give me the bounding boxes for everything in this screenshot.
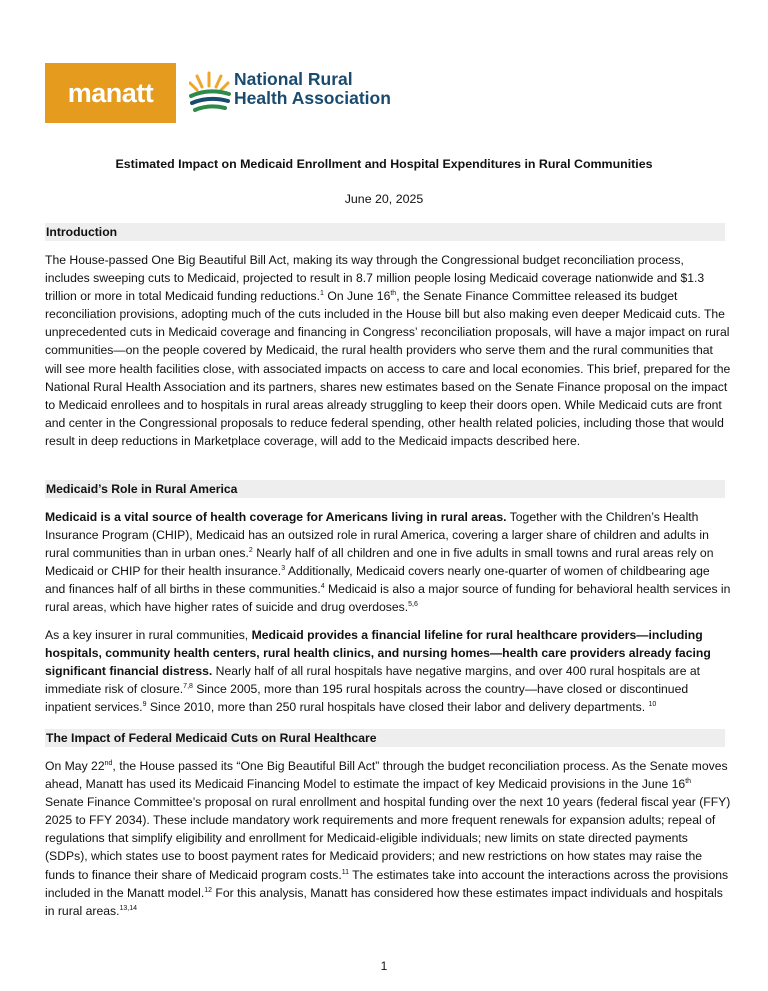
text-run: Since 2010, more than 250 rural hospitals have closed their labor and delivery departments. <box>146 700 649 715</box>
section-heading-medicaid-role: Medicaid’s Role in Rural America <box>45 480 725 498</box>
text-run: Additionally, Medicaid covers nearly one-quarter of women of childbearing age and finances half of all births in these communities. <box>45 564 710 597</box>
manatt-logo <box>45 63 176 123</box>
text-run: , the Senate Finance Committee released its budget reconciliation provisions, adopting much of the cuts included in the House bill but also making even deeper Medicaid cuts. The unprecedented cuts in Medicaid coverage and financing in Congress’ reconciliation proposals, will have a major impact on rural communities—on the people covered by Medicaid, the rural health providers who serve them and the rural communities that will see more health facilities close, with associated impacts on access to care and local economies. This brief, prepared for the National Rural Health Association and its partners, shares new estimates based on the Senate Finance proposal on the impact to Medicaid enrollees and to hospitals in rural areas already struggling to keep their doors open. While Medicaid cuts are front and center in the Congressional proposals to reduce federal spending, other health related policies, including those that would result in deep reductions in Marketplace coverage, will add to the Medicaid impacts described here. <box>45 289 731 448</box>
ordinal-suffix: nd <box>104 759 113 767</box>
text-run: , the House passed its “One Big Beautiful Bill Act” through the budget reconciliation process. As the Senate moves ahead, Manatt has used its Medicaid Financing Model to estimate the impact of key Medicaid provisions in the June 16 <box>45 759 728 792</box>
page-number: 1 <box>380 959 388 973</box>
text-run: Medicaid is also a major source of funding for behavioral health services in rural areas, which have higher rates of suicide and drug overdoses. <box>45 582 731 615</box>
nrha-line-2: Health Association <box>234 88 391 108</box>
paragraph-introduction <box>45 251 731 450</box>
text-run: Nearly half of all rural hospitals have negative margins, and over 400 rural hospitals are at immediate risk of closure. <box>45 664 701 697</box>
footnote-ref: 11 <box>341 868 349 876</box>
footnote-ref: 5,6 <box>408 601 418 609</box>
paragraph-medicaid-role-2 <box>45 626 731 716</box>
document-date: June 20, 2025 <box>344 192 424 206</box>
footnote-ref: 4 <box>320 583 325 591</box>
nrha-line-1: National Rural <box>234 69 353 89</box>
text-run: Senate Finance Committee’s proposal on rural enrollment and hospital funding over the next 10 years (federal fiscal year (FFY) 2025 to FFY 2034). These include mandatory work requirements and more frequent renewals for expansion adults; repeal of regulations that simplify eligibility and enrollment for Medicaid-eligible individuals; new limits on state directed payments (SDPs), which states use to boost payment rates for Medicaid providers; and new restrictions on how states may raise the funds to finance their share of Medicaid program costs. <box>45 795 731 882</box>
footnote-ref: 7,8 <box>183 683 193 691</box>
text-run: Together with the Children’s Health Insurance Program (CHIP), Medicaid has an outsized role in rural America, covering a larger share of children and adults in rural communities than in urban ones. <box>45 510 709 561</box>
footnote-ref: 2 <box>248 547 253 555</box>
text-run: For this analysis, Manatt has considered how these estimates impact individuals and hospitals in rural areas. <box>45 885 723 918</box>
paragraph-medicaid-role-1 <box>45 508 731 617</box>
bold-text: Medicaid provides a financial lifeline for rural healthcare providers—including hospitals, community health centers, rural health clinics, and nursing homes—health care providers already facing significant financial distress. <box>45 628 711 679</box>
footnote-ref: 9 <box>142 701 147 709</box>
text-run: Since 2005, more than 195 rural hospitals across the country—have closed or discontinued inpatient services. <box>45 682 689 715</box>
text-run: As a key insurer in rural communities, <box>45 628 252 642</box>
section-heading-introduction: Introduction <box>45 223 725 241</box>
footnote-ref: 3 <box>281 565 286 573</box>
ordinal-suffix: th <box>685 778 692 786</box>
footnote-ref: 10 <box>648 701 657 709</box>
text-run: Nearly half of all children and one in five adults in small towns and rural areas rely on Medicaid or CHIP for their health insurance. <box>45 546 714 579</box>
paragraph-federal-cuts-impact <box>45 757 731 920</box>
bold-text: Medicaid is a vital source of health coverage for Americans living in rural areas. <box>45 510 507 524</box>
text-run: The House-passed One Big Beautiful Bill Act, making its way through the Congressional budget reconciliation process, includes sweeping cuts to Medicaid, projected to result in 8.7 million people losing Medicaid coverage nationwide and $1.3 trillion or more in total Medicaid funding reductions. <box>45 253 705 304</box>
footnote-ref: 13,14 <box>119 904 138 912</box>
section-heading-federal-cuts-impact: The Impact of Federal Medicaid Cuts on Rural Healthcare <box>45 729 725 747</box>
text-run: On June 16 <box>323 289 391 304</box>
document-title: Estimated Impact on Medicaid Enrollment and Hospital Expenditures in Rural Communities <box>115 157 653 171</box>
text-run: On May 22 <box>45 759 105 773</box>
manatt-logo-text: manatt <box>67 77 154 108</box>
footnote-ref: 1 <box>320 290 324 298</box>
ordinal-suffix: th <box>390 290 397 298</box>
nrha-sun-fields-icon <box>189 70 231 116</box>
footnote-ref: 12 <box>204 886 213 894</box>
nrha-logo <box>189 70 409 116</box>
text-run: The estimates take into account the interactions across the provisions included in the Manatt model. <box>45 867 729 900</box>
nrha-logo-text <box>234 70 391 108</box>
